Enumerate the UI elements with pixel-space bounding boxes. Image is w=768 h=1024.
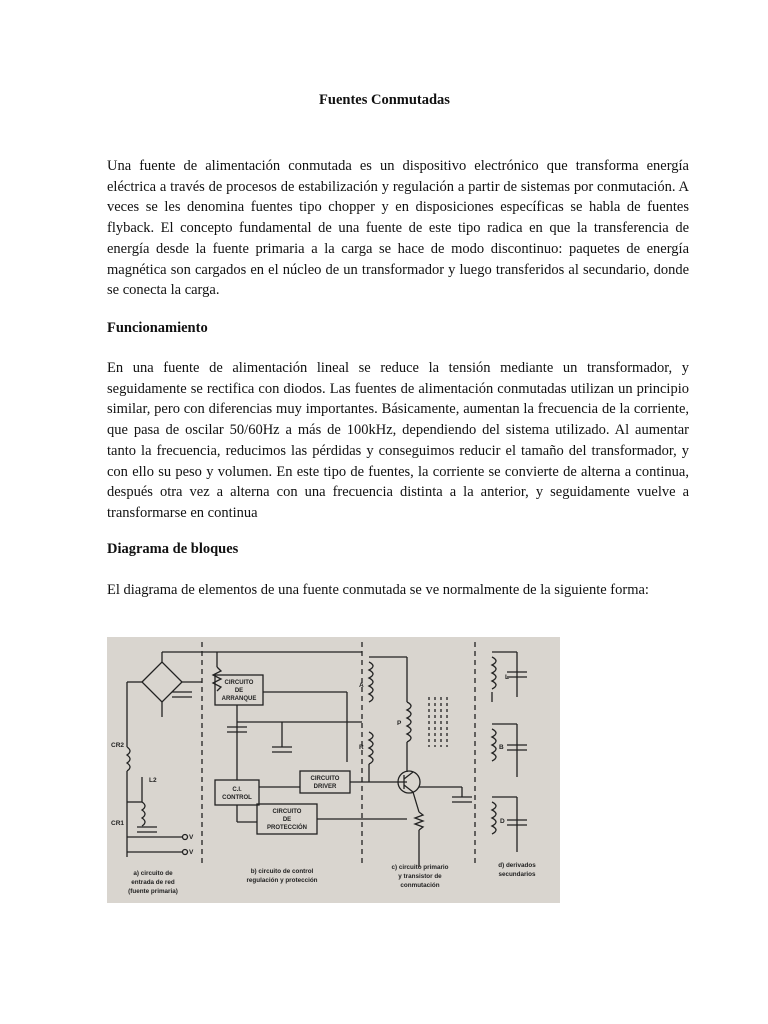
label-vac2: V	[189, 849, 194, 856]
caption-d-line1: d) derivados	[498, 862, 536, 869]
label-cr1: CR1	[111, 820, 125, 827]
label-r: R	[359, 744, 364, 751]
caption-a-line3: (fuente primaria)	[128, 888, 178, 895]
block-control-line2: CONTROL	[222, 795, 252, 801]
diagrama-paragraph: El diagrama de elementos de una fuente conmutada se ve normalmente de la siguiente forma:	[107, 582, 649, 598]
caption-c-line1: c) circuito primario	[391, 864, 449, 871]
block-control-line1: C.I.	[232, 787, 242, 793]
label-cr2: CR2	[111, 742, 125, 749]
caption-d-line2: secundarios	[498, 871, 536, 878]
label-d: D	[500, 818, 505, 825]
funcionamiento-paragraph: En una fuente de alimentación lineal se reduce la tensión mediante un transformador, y seguidamente se rectifica con diodos. Las fuentes de alimentación conmutadas utilizan un principio similar, pero con diferencias muy importantes. Básicamente, aumentan la frecuencia de la corriente, que pasa de oscilar 50/60Hz a más de 100kHz, dependiendo del sistema utilizado. Al aumentar tanto la frecuencia, reducimos las pérdidas y conseguimos reducir el tamaño del transformador, y con ello su peso y volumen. En este tipo de fuentes, la corriente se convierte de alterna a continua, después otra vez a alterna con una frecuencia distinta a la anterior, y seguidamente vuelve a transformarse en continua	[107, 360, 689, 521]
circuit-diagram	[107, 637, 560, 903]
block-proteccion-line2: DE	[282, 817, 292, 823]
block-diagram-figure	[107, 637, 560, 903]
block-driver-line2: DRIVER	[313, 784, 337, 790]
caption-c-line3: conmutación	[400, 882, 440, 889]
heading-funcionamiento: Funcionamiento	[107, 320, 208, 336]
block-arranque-line2: DE	[234, 688, 244, 694]
caption-b-line1: b) circuito de control	[250, 868, 314, 875]
block-proteccion-line3: PROTECCIÓN	[266, 825, 308, 831]
caption-b-line2: regulación y protección	[246, 877, 318, 884]
heading-diagrama: Diagrama de bloques	[107, 541, 239, 557]
caption-a-line1: a) circuito de	[133, 870, 173, 877]
label-p: P	[397, 720, 402, 727]
caption-a-line2: entrada de red	[131, 879, 175, 886]
label-a: A	[359, 682, 364, 689]
block-driver-line1: CIRCUITO	[310, 776, 340, 782]
label-vac1: V	[189, 834, 194, 841]
label-l2: L2	[149, 777, 157, 784]
caption-c-line2: y transistor de	[398, 873, 442, 880]
block-arranque-line3: ARRANQUE	[221, 696, 257, 702]
document-title: Fuentes Conmutadas	[319, 92, 450, 108]
block-arranque-line1: CIRCUITO	[224, 680, 254, 686]
block-proteccion-line1: CIRCUITO	[272, 809, 302, 815]
label-b: B	[499, 744, 504, 751]
label-l: L	[505, 674, 509, 681]
intro-paragraph: Una fuente de alimentación conmutada es un dispositivo electrónico que transforma energía eléctrica a través de procesos de estabilización y regulación a partir de sistemas por conmutación. A veces se les denomina fuentes tipo chopper y en disposiciones específicas se habla de fuentes flyback. El concepto fundamental de una fuente de este tipo radica en que la transferencia de energía desde la fuente primaria a la carga se hace de modo discontinuo: paquetes de energía magnética son cargados en el núcleo de un transformador y luego transferidos al secundario, donde se conecta la carga.	[107, 158, 689, 299]
